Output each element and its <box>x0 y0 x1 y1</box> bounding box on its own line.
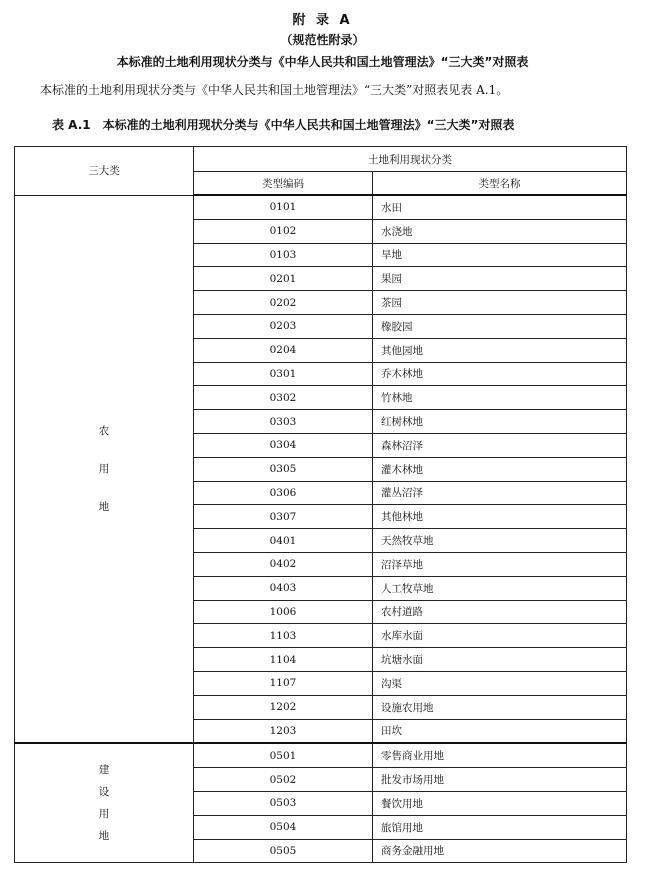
table-caption-number: 表 A.1 <box>52 118 91 132</box>
category-label <box>15 412 193 526</box>
category-char: 用 <box>98 808 110 821</box>
type-name-cell: 田坎 <box>373 719 627 743</box>
type-name-cell: 坑塘水面 <box>373 648 627 672</box>
type-name-cell: 其他园地 <box>373 338 627 362</box>
type-code-cell: 1107 <box>194 671 373 695</box>
type-name-cell: 红树林地 <box>373 410 627 434</box>
type-code-cell: 0305 <box>194 457 373 481</box>
type-name-cell: 沟渠 <box>373 671 627 695</box>
category-char: 农 <box>98 424 110 437</box>
type-code-cell: 1006 <box>194 600 373 624</box>
type-name-cell: 森林沼泽 <box>373 433 627 457</box>
type-code-cell: 0103 <box>194 243 373 267</box>
type-name-cell: 商务金融用地 <box>373 839 627 863</box>
header-type-code: 类型编码 <box>194 172 373 196</box>
type-name-cell: 其他林地 <box>373 505 627 529</box>
type-code-cell: 1202 <box>194 695 373 719</box>
category-cell <box>15 195 194 743</box>
type-code-cell: 0203 <box>194 314 373 338</box>
header-category: 三大类 <box>15 147 194 196</box>
type-name-cell: 水田 <box>373 195 627 219</box>
category-char: 地 <box>98 830 110 843</box>
type-name-cell: 果园 <box>373 267 627 291</box>
type-code-cell: 0307 <box>194 505 373 529</box>
type-name-cell: 茶园 <box>373 291 627 315</box>
type-code-cell: 0201 <box>194 267 373 291</box>
type-code-cell: 1103 <box>194 624 373 648</box>
type-name-cell: 人工牧草地 <box>373 576 627 600</box>
type-name-cell: 灌丛沼泽 <box>373 481 627 505</box>
type-code-cell: 0202 <box>194 291 373 315</box>
type-code-cell: 0503 <box>194 791 373 815</box>
table-body <box>15 147 627 863</box>
appendix-title: 附 录 A <box>292 13 353 28</box>
type-name-cell: 零售商业用地 <box>373 743 627 767</box>
type-name-cell: 乔木林地 <box>373 362 627 386</box>
category-char: 用 <box>98 462 110 475</box>
type-code-cell: 0304 <box>194 433 373 457</box>
type-code-cell: 0303 <box>194 410 373 434</box>
type-name-cell: 沼泽草地 <box>373 552 627 576</box>
type-code-cell: 0504 <box>194 815 373 839</box>
type-code-cell: 0402 <box>194 552 373 576</box>
header-classification-group: 土地利用现状分类 <box>194 147 627 172</box>
table-row <box>15 743 627 767</box>
type-name-cell: 竹林地 <box>373 386 627 410</box>
classification-table <box>14 146 627 863</box>
type-name-cell: 批发市场用地 <box>373 768 627 792</box>
type-name-cell: 水浇地 <box>373 219 627 243</box>
type-code-cell: 1104 <box>194 648 373 672</box>
type-code-cell: 0505 <box>194 839 373 863</box>
table-header-row <box>15 147 627 172</box>
type-name-cell: 天然牧草地 <box>373 529 627 553</box>
type-name-cell: 餐饮用地 <box>373 791 627 815</box>
type-name-cell: 灌木林地 <box>373 457 627 481</box>
type-code-cell: 0502 <box>194 768 373 792</box>
type-code-cell: 0306 <box>194 481 373 505</box>
type-name-cell: 设施农用地 <box>373 695 627 719</box>
appendix-subtitle: （规范性附录） <box>280 33 365 47</box>
type-code-cell: 0403 <box>194 576 373 600</box>
category-cell <box>15 743 194 862</box>
category-label <box>15 759 193 847</box>
table-row <box>15 195 627 219</box>
header-type-name: 类型名称 <box>373 172 627 196</box>
category-char: 设 <box>98 786 110 799</box>
type-code-cell: 0301 <box>194 362 373 386</box>
type-code-cell: 0204 <box>194 338 373 362</box>
table-caption-title: 本标准的土地利用现状分类与《中华人民共和国土地管理法》“三大类”对照表 <box>102 118 515 132</box>
type-code-cell: 1203 <box>194 719 373 743</box>
type-name-cell: 农村道路 <box>373 600 627 624</box>
category-char: 建 <box>98 764 110 777</box>
type-name-cell: 橡胶园 <box>373 314 627 338</box>
intro-paragraph: 本标准的土地利用现状分类与《中华人民共和国土地管理法》“三大类”对照表见表 A.1。 <box>40 83 509 97</box>
category-char: 地 <box>98 500 110 513</box>
table-caption <box>52 116 514 133</box>
type-code-cell: 0401 <box>194 529 373 553</box>
type-code-cell: 0302 <box>194 386 373 410</box>
type-code-cell: 0101 <box>194 195 373 219</box>
type-name-cell: 旅馆用地 <box>373 815 627 839</box>
type-name-cell: 旱地 <box>373 243 627 267</box>
type-code-cell: 0501 <box>194 743 373 767</box>
type-code-cell: 0102 <box>194 219 373 243</box>
document-title: 本标准的土地利用现状分类与《中华人民共和国土地管理法》“三大类”对照表 <box>116 55 529 69</box>
type-name-cell: 水库水面 <box>373 624 627 648</box>
